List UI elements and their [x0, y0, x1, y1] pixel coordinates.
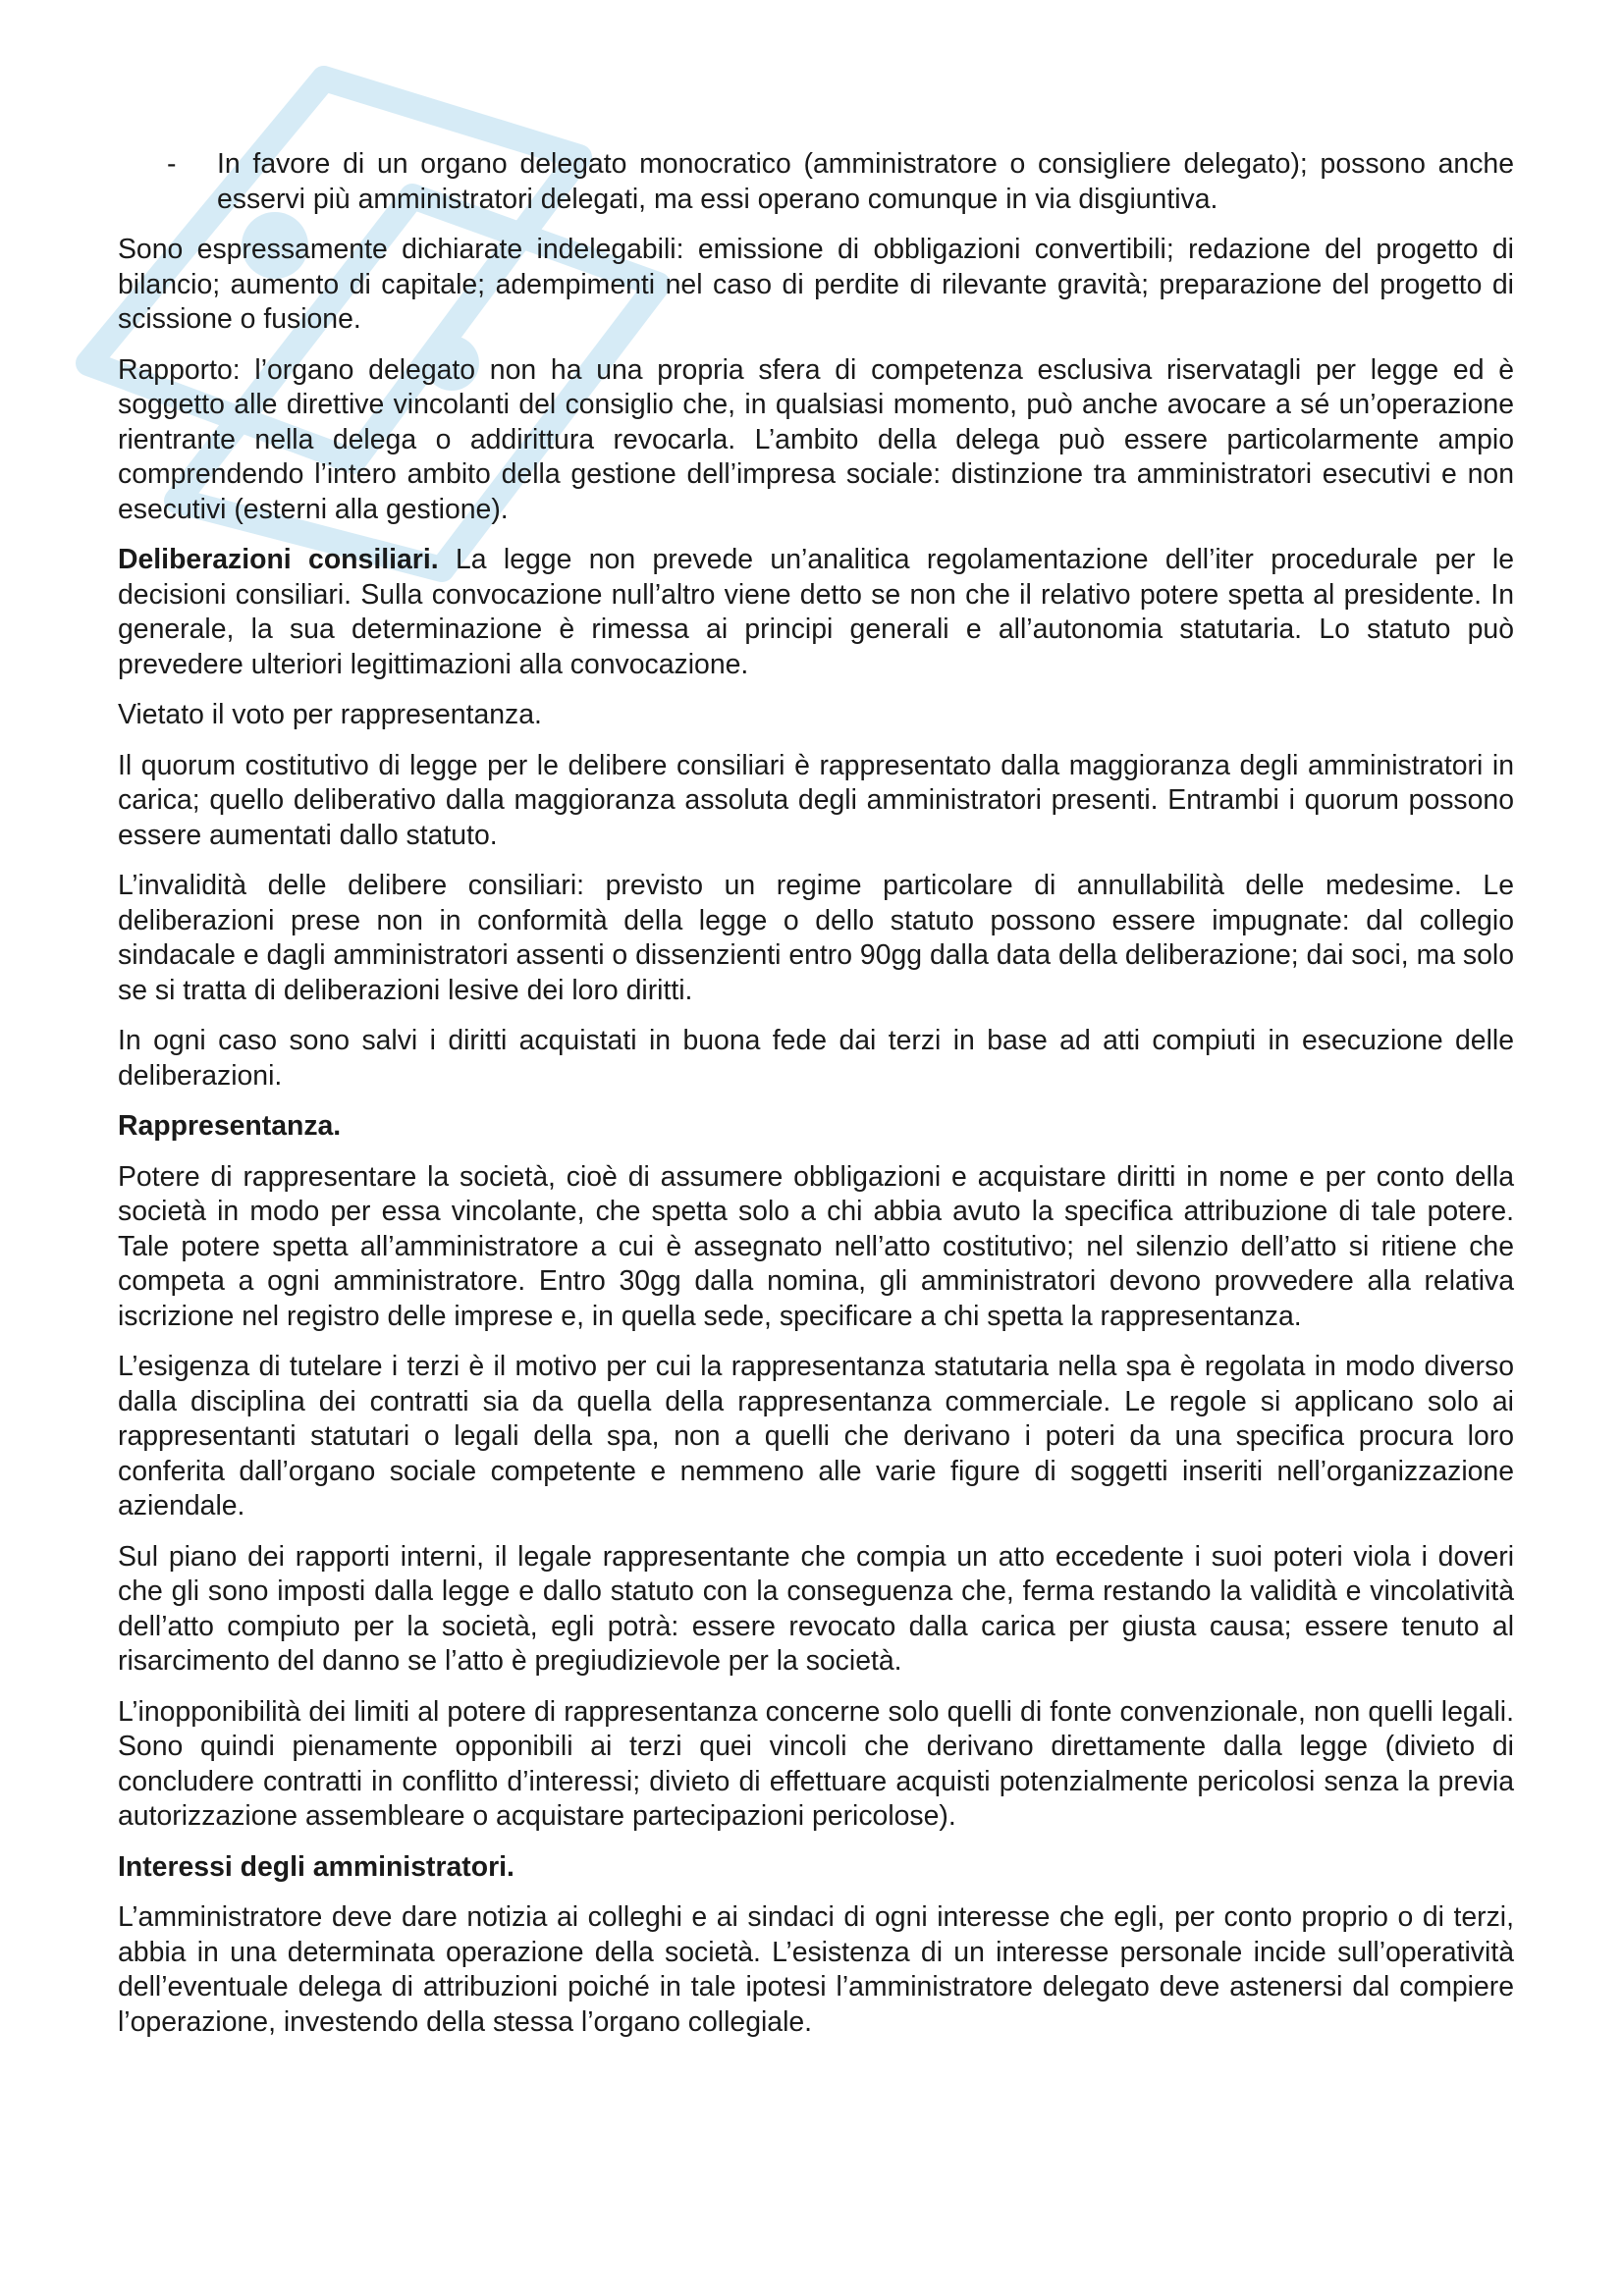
document-page	[118, 147, 1514, 2056]
bullet-item	[118, 147, 1514, 217]
paragraph	[118, 1160, 1514, 1335]
paragraph-text: Potere di rappresentare la società, cioè di assumere obbligazioni e acquistare diritti in nome e per conto della società in modo per essa vincolante, che spetta solo a chi abbia avuto la specifica attribuzione di tale potere. Tale potere spetta all’amministratore a cui è assegnato nell’atto costitutivo; nel silenzio dell’atto si ritiene che competa a ogni amministratore. Entro 30gg dalla nomina, gli amministratori devono provvedere alla relativa iscrizione nel registro delle imprese e, in quella sede, specificare a chi spetta la rappresentanza.	[118, 1160, 1514, 1332]
section-heading-text: Interessi degli amministratori.	[118, 1850, 514, 1883]
paragraph	[118, 233, 1514, 338]
paragraph	[118, 698, 1514, 733]
bullet-text: In favore di un organo delegato monocratico (amministratore o consigliere delegato); possono anche esservi più amministratori delegati, ma essi operano comunque in via disgiuntiva.	[217, 148, 1514, 215]
paragraph	[118, 1540, 1514, 1680]
section-heading	[118, 1850, 1514, 1886]
paragraph	[118, 869, 1514, 1008]
paragraph	[118, 1900, 1514, 2040]
section-heading-text: Rappresentanza.	[118, 1110, 342, 1142]
section-heading	[118, 1109, 1514, 1145]
paragraph-text: Il quorum costitutivo di legge per le delibere consiliari è rappresentato dalla maggioranza degli amministratori in carica; quello deliberativo dalla maggioranza assoluta degli amministratori presenti. Entrambi i quorum possono essere aumentati dallo statuto.	[118, 749, 1514, 851]
paragraph-text: Sul piano dei rapporti interni, il legale rappresentante che compia un atto eccedente i suoi poteri viola i doveri che gli sono imposti dalla legge e dallo statuto con la conseguenza che, ferma restando la validità e vincolatività dell’atto compiuto per la società, egli potrà: essere revocato dalla carica per giusta causa; essere tenuto al risarcimento del danno se l’atto è pregiudizievole per la società.	[118, 1540, 1514, 1677]
paragraph	[118, 543, 1514, 682]
paragraph	[118, 1024, 1514, 1094]
bullet-marker: -	[167, 148, 177, 180]
paragraph-text: In ogni caso sono salvi i diritti acquistati in buona fede dai terzi in base ad atti compiuti in esecuzione delle deliberazioni.	[118, 1025, 1514, 1092]
paragraph-text: L’inopponibilità dei limiti al potere di rappresentanza concerne solo quelli di fonte convenzionale, non quelli legali. Sono quindi pienamente opponibili ai terzi quei vincoli che derivano direttamente dalla legge (divieto di concludere contratti in conflitto d’interessi; divieto di effettuare acquisti potenzialmente pericolosi senza la previa autorizzazione assembleare o acquistare partecipazioni pericolose).	[118, 1695, 1514, 1832]
paragraph	[118, 353, 1514, 528]
paragraph	[118, 749, 1514, 854]
paragraph-heading: Deliberazioni consiliari.	[118, 544, 439, 575]
paragraph-text: Vietato il voto per rappresentanza.	[118, 699, 542, 730]
paragraph-text: Rapporto: l’organo delegato non ha una propria sfera di competenza esclusiva riservatagli per legge ed è soggetto alle direttive vincolanti del consiglio che, in qualsiasi momento, può anche avocare a sé un’operazione rientrante nella delega o addirittura revocarla. L’ambito della delega può essere particolarmente ampio comprendendo l’intero ambito della gestione dell’impresa sociale: distinzione tra amministratori esecutivi e non esecutivi (esterni alla gestione).	[118, 353, 1514, 525]
paragraph-text: La legge non prevede un’analitica regolamentazione dell’iter procedurale per le decisioni consiliari. Sulla convocazione null’altro viene detto se non che il relativo potere spetta al presidente. In generale, la sua determinazione è rimessa ai principi generali e all’autonomia statutaria. Lo statuto può prevedere ulteriori legittimazioni alla convocazione.	[118, 544, 1514, 680]
paragraph-text: L’amministratore deve dare notizia ai colleghi e ai sindaci di ogni interesse che egli, per conto proprio o di terzi, abbia in una determinata operazione della società. L’esistenza di un interesse personale incide sull’operatività dell’eventuale delega di attribuzioni poiché in tale ipotesi l’amministratore delegato deve astenersi dal compiere l’operazione, investendo della stessa l’organo collegiale.	[118, 1901, 1514, 2038]
paragraph-text: Sono espressamente dichiarate indelegabili: emissione di obbligazioni convertibili; redazione del progetto di bilancio; aumento di capitale; adempimenti nel caso di perdite di rilevante gravità; preparazione del progetto di scissione o fusione.	[118, 234, 1514, 335]
paragraph	[118, 1695, 1514, 1835]
paragraph-text: L’invalidità delle delibere consiliari: previsto un regime particolare di annullabilità delle medesime. Le deliberazioni prese non in conformità della legge o dello statuto possono essere impugnate: dal collegio sindacale e dagli amministratori assenti o dissenzienti entro 90gg dalla data della deliberazione; dai soci, ma solo se si tratta di deliberazioni lesive dei loro diritti.	[118, 870, 1514, 1006]
paragraph-text: L’esigenza di tutelare i terzi è il motivo per cui la rappresentanza statutaria nella spa è regolata in modo diverso dalla disciplina dei contratti sia da quella della rappresentanza commerciale. Le regole si applicano solo ai rappresentanti statutari o legali della spa, non a quelli che derivano i poteri da una specifica procura loro conferita dall’organo sociale competente e nemmeno alle varie figure di soggetti inseriti nell’organizzazione aziendale.	[118, 1351, 1514, 1522]
paragraph	[118, 1350, 1514, 1524]
